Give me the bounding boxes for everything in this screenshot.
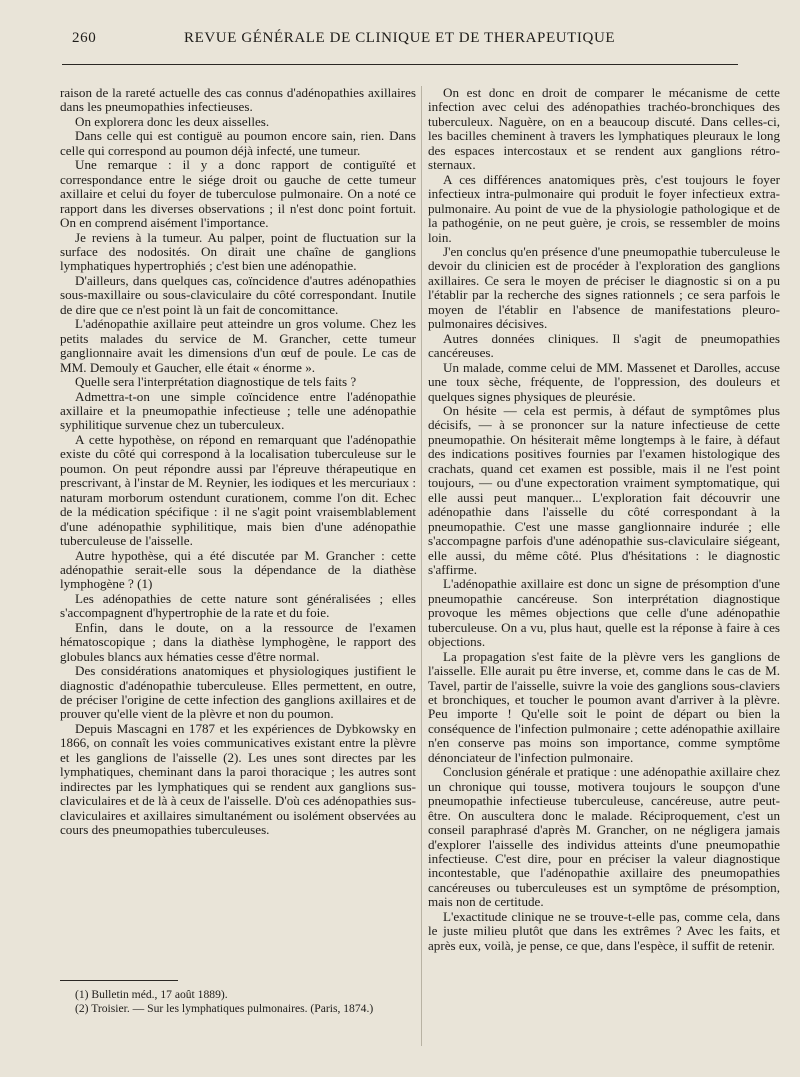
paragraph: Depuis Mascagni en 1787 et les expériences de Dybkowsky en 1866, on connaît les voies communicatives existant entre la plèvre et les ganglions de l'aisselle (2). Les unes sont directes par les lymphatiques, cheminant dans la paroi thoracique ; les autres sont indirectes par les lymphatiques qui se rendent aux ganglions sus-claviculaires et de là à ceux de l'aisselle. D'où ces adénopathies sus-claviculaires et axillaires simultanément ou isolément observées au cours des pneumopathies tuberculeuses. [60,720,416,838]
paragraph: On explorera donc les deux aisselles. [75,113,270,129]
paragraph: Les adénopathies de cette nature sont généralisées ; elles s'accompagnent d'hypertrophie de la rate et du foie. [60,590,416,621]
paragraph: Enfin, dans le doute, on a la ressource de l'examen hématoscopique ; dans la diathèse lymphogène, le rapport des globules blancs aux hématies cesse d'être normal. [60,619,416,664]
paragraph: Une remarque : il y a donc rapport de contiguïté et correspondance entre le siége droit ou gauche de cette tumeur axillaire et celui du foyer de tuberculose pulmonaire. On a noté ce rapport dans les diverses observations ; il n'est donc point fortuit. On en comprend aisément l'importance. [60,157,416,231]
paragraph: Dans celle qui est contiguë au poumon encore sain, rien. Dans celle qui correspond au poumon déjà infecté, une tumeur. [60,128,416,158]
right-column [428,86,780,953]
paragraph: On est donc en droit de comparer le mécanisme de cette infection avec celui des adénopathies trachéo-bronchiques des tuberculeux. Naguère, on en a beaucoup discuté. Dans celles-ci, les bacilles cheminent à travers les lymphatiques pleuraux le long des espaces intercostaux et se rendent aux ganglions rétro-sternaux. [428,85,780,173]
paragraph: Un malade, comme celui de MM. Massenet et Darolles, accuse une toux sèche, fréquente, de l'oppression, des douleurs et quelques signes physiques de pleurésie. [428,359,780,404]
page-number: 260 [72,30,97,46]
paragraph: Autres données cliniques. Il s'agit de pneumopathies cancéreuses. [428,330,780,361]
paragraph: J'en conclus qu'en présence d'une pneumopathie tuberculeuse le devoir du clinicien est de procéder à l'exploration des ganglions axillaires. Ce sera le moyen de préciser le diagnostic si on a pu l'établir par la recherche des signes rationnels ; ce sera parfois le moyen de l'établir en l'absence de manifestations pleuro-pulmonaires décisives. [428,243,780,332]
paragraph: L'adénopathie axillaire peut atteindre un gros volume. Chez les petits malades du service de M. Grancher, cette tumeur ganglionnaire avait les dimensions d'un œuf de poule. Le cas de MM. Demouly et Gaucher, elle était « énorme ». [60,316,416,375]
paragraph: On hésite — cela est permis, à défaut de symptômes plus décisifs, — à se prononcer sur la nature infectieuse de cette pneumopathie. On hésiterait même longtemps à le faire, à défaut des indications positives fournies par l'examen histologique des crachats, quand cet examen est possible, mais il ne l'est point toujours, — ou d'une expectoration vraiment symptomatique, qui elle aussi peut manquer... L'exploration fait découvrir une adénopathie dans l'aisselle du côté correspondant à la pneumopathie. C'est une masse ganglionnaire indurée ; elle s'accompagne parfois d'une adénopathie sus-claviculaire siégeant, elle aussi, du même côté. Plus d'hésitations : le diagnostic s'affirme. [428,402,780,577]
running-title: REVUE GÉNÉRALE DE CLINIQUE ET DE THERAPEUTIQUE [184,30,616,46]
paragraph: A ces différences anatomiques près, c'est toujours le foyer infectieux intra-pulmonaire qui produit le foyer infectieux extra-pulmonaire. Au point de vue de la physiologie pathologique et de la pathogénie, on ne peut guère, je crois, se ressembler de moins loin. [428,171,780,245]
footnote: (1) Bulletin méd., 17 août 1889). [75,988,228,1001]
paragraph: La propagation s'est faite de la plèvre vers les ganglions de l'aisselle. Elle aurait pu être inverse, et, comme dans le cas de M. Tavel, partir de l'aisselle, suivre la voie des ganglions sous-claviers et bronchiques, et toucher le poumon avant d'arriver à la plèvre. Peu importe ! Qu'elle soit le point de départ ou bien la conséquence de l'infection pulmonaire ; cette adénopathie axillaire n'en conserve pas moins son importance, comme symptôme dénonciateur de l'infection pulmonaire. [428,648,780,765]
paragraph: L'adénopathie axillaire est donc un signe de présomption d'une pneumopathie cancéreuse. Son interprétation diagnostique provoque les mêmes objections que celle d'une adénopathie tuberculeuse. On a vu, plus haut, quelle est la réponse à faire à ces objections. [428,576,780,650]
paragraph: Je reviens à la tumeur. Au palper, point de fluctuation sur la surface des nodosités. On dirait une chaîne de ganglions lymphatiques hypertrophiés ; c'est bien une adénopathie. [60,229,416,274]
paragraph: Autre hypothèse, qui a été discutée par M. Grancher : cette adénopathie serait-elle sous la dépendance de la diathèse lymphogène ? (1) [60,547,416,592]
footnotes [60,988,416,1016]
paragraph: Admettra-t-on une simple coïncidence entre l'adénopathie axillaire et la pneumopathie infectieuse ; telle une adénopathie syphilitique survenue chez un tuberculeux. [60,388,416,433]
paragraph: Conclusion générale et pratique : une adénopathie axillaire chez un chronique qui tousse, motivera toujours le soupçon d'une pneumopathie infectieuse tuberculeuse, cancéreuse, autre peut-être. On auscultera donc le malade. Réciproquement, c'est un conseil paraphrasé d'après M. Grancher, on ne négligera jamais d'explorer l'aisselle des individus atteints d'une pneumopathie infectieuse. C'est dire, pour en préciser la valeur diagnostique incontestable, que l'adénopathie axillaire des pneumopathies cancéreuses ou tuberculeuses est un symptôme de présomption, mais non de certitude. [428,764,780,910]
page-header [72,30,732,54]
footnote-rule [60,980,178,981]
footnote: (2) Troisier. — Sur les lymphatiques pulmonaires. (Paris, 1874.) [75,1002,374,1015]
header-rule [62,64,738,65]
paragraph: Des considérations anatomiques et physiologiques justifient le diagnostic d'adénopathie tuberculeuse. Elles permettent, en outre, de préciser l'origine de cette infection des ganglions axillaires et de prouver qu'elle vient de la plèvre et non du poumon. [60,663,416,722]
column-divider [421,86,422,1046]
paragraph: D'ailleurs, dans quelques cas, coïncidence d'autres adénopathies sous-maxillaire ou sous-claviculaire du côté correspondant. Inutile de dire que ce n'est point là un fait de concomittance. [60,272,416,317]
left-column [60,86,416,838]
paragraph: L'exactitude clinique ne se trouve-t-elle pas, comme cela, dans le juste milieu plutôt que dans les extrêmes ? Avec les faits, et après eux, voilà, je pense, ce que, dans l'espèce, il suffit de retenir. [428,908,780,953]
paragraph: raison de la rareté actuelle des cas connus d'adénopathies axillaires dans les pneumopathies infectieuses. [60,85,416,115]
paragraph: Quelle sera l'interprétation diagnostique de tels faits ? [75,374,357,390]
paragraph: A cette hypothèse, on répond en remarquant que l'adénopathie existe du côté qui correspond à la localisation tuberculeuse sur le poumon. On peut répondre aussi par l'épreuve thérapeutique en prescrivant, à l'instar de M. Reynier, les iodiques et les mercuriaux : naturam morborum ostendunt curationem, comme l'on dit. Echec de la médication spécifique : il ne s'agit point vraisemblablement d'une adénopathie syphilitique, mais bien d'une adénopathie tuberculeuse de l'aisselle. [60,431,416,549]
